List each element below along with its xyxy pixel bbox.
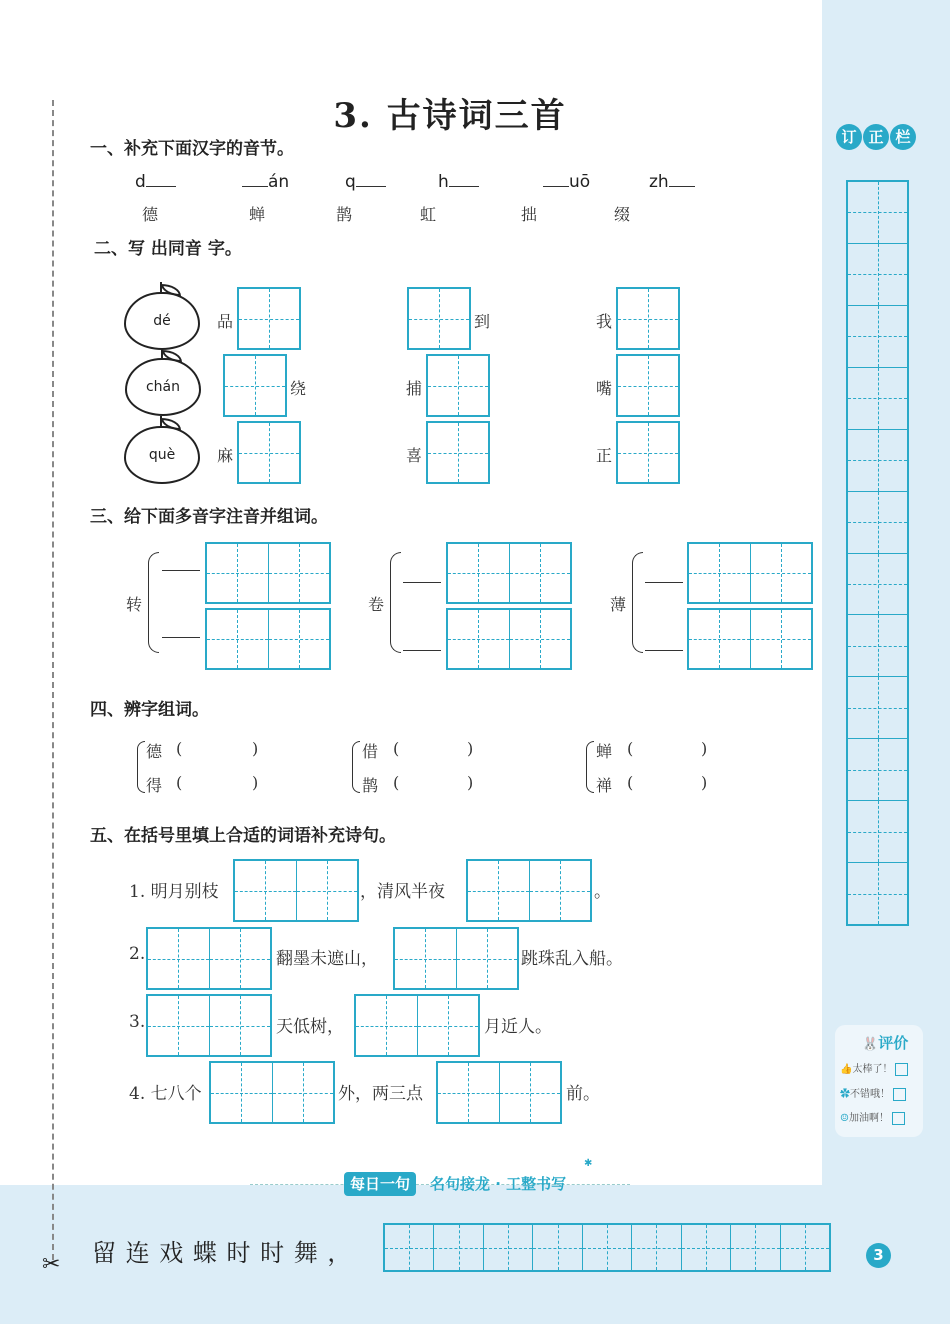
distinguish-char: 德: [146, 742, 163, 761]
apple-pinyin-chan: chán: [125, 358, 201, 416]
section-4-heading: 四、辨字组词。: [90, 700, 209, 720]
pinyin-item-6: zh: [649, 172, 695, 192]
writing-box[interactable]: [237, 287, 301, 350]
writing-box[interactable]: [223, 354, 287, 417]
paren-close: ): [467, 773, 474, 792]
answer-line[interactable]: [403, 650, 441, 651]
writing-box[interactable]: [209, 1061, 335, 1124]
daily-writing-cell[interactable]: [781, 1225, 829, 1270]
answer-line[interactable]: [403, 582, 441, 583]
eval-checkbox[interactable]: [892, 1112, 905, 1125]
paren-open: (: [627, 739, 634, 758]
poem-1-start: 1. 明月别枝: [129, 882, 219, 902]
brace: [148, 552, 159, 653]
writing-box[interactable]: [233, 859, 359, 922]
correction-cell[interactable]: [848, 430, 907, 492]
homophone-char: 品: [217, 312, 234, 331]
daily-writing-cell[interactable]: [682, 1225, 731, 1270]
page-number: 3: [866, 1243, 891, 1268]
writing-box[interactable]: [407, 287, 471, 350]
cut-line: [52, 100, 54, 1260]
writing-box[interactable]: [205, 608, 331, 670]
writing-box[interactable]: [205, 542, 331, 604]
writing-box[interactable]: [393, 927, 519, 990]
distinguish-char: 蝉: [596, 742, 613, 761]
correction-title-char: 栏: [890, 124, 916, 150]
brace: [390, 552, 401, 653]
daily-writing-cell[interactable]: [484, 1225, 533, 1270]
paren-close: ): [252, 739, 259, 758]
pinyin-char-5: 拙: [521, 205, 538, 224]
poem-2-start: 2.: [129, 944, 146, 964]
correction-cell[interactable]: [848, 492, 907, 554]
poem-3-start: 3.: [129, 1012, 146, 1032]
distinguish-char: 禅: [596, 776, 613, 795]
brace: [586, 741, 594, 793]
polyphone-char: 卷: [368, 595, 385, 614]
writing-box[interactable]: [426, 354, 490, 417]
writing-box[interactable]: [146, 994, 272, 1057]
poem-1-end: 。: [594, 882, 611, 902]
polyphone-char: 薄: [610, 595, 627, 614]
section-5-heading: 五、在括号里填上合适的词语补充诗句。: [90, 826, 396, 846]
correction-cell[interactable]: [848, 739, 907, 801]
eval-checkbox[interactable]: [893, 1088, 906, 1101]
daily-writing-cell[interactable]: [434, 1225, 483, 1270]
poem-3-middle: 天低树，: [276, 1017, 344, 1037]
daily-writing-cell[interactable]: [385, 1225, 434, 1270]
eval-title: 🐰评价: [862, 1034, 909, 1052]
polyphone-char: 转: [126, 595, 143, 614]
eval-item-cheer: ☺加油啊！: [840, 1109, 905, 1125]
correction-title: [836, 124, 920, 158]
paren-close: ): [701, 773, 708, 792]
daily-writing-cell[interactable]: [731, 1225, 780, 1270]
correction-cell[interactable]: [848, 615, 907, 677]
pinyin-item-5: uō: [543, 172, 590, 192]
daily-writing-cell[interactable]: [583, 1225, 632, 1270]
homophone-char: 正: [596, 446, 613, 465]
scissors-icon: ✂: [42, 1252, 61, 1277]
correction-title-char: 正: [863, 124, 889, 150]
paren-open: (: [393, 773, 400, 792]
writing-box[interactable]: [687, 542, 813, 604]
answer-line[interactable]: [645, 582, 683, 583]
homophone-char: 麻: [217, 446, 234, 465]
correction-cell[interactable]: [848, 801, 907, 863]
pinyin-char-4: 虹: [420, 205, 437, 224]
homophone-char: 捕: [406, 379, 423, 398]
writing-box[interactable]: [466, 859, 592, 922]
writing-box[interactable]: [354, 994, 480, 1057]
pinyin-char-6: 缀: [614, 205, 631, 224]
correction-title-char: 订: [836, 124, 862, 150]
paren-open: (: [627, 773, 634, 792]
writing-box[interactable]: [616, 287, 680, 350]
answer-line[interactable]: [162, 570, 200, 571]
brace: [352, 741, 360, 793]
writing-box[interactable]: [146, 927, 272, 990]
section-3-heading: 三、给下面多音字注音并组词。: [90, 507, 328, 527]
thumbs-up-icon: 👍: [840, 1064, 853, 1075]
correction-grid[interactable]: [846, 180, 909, 926]
correction-cell[interactable]: [848, 182, 907, 244]
poem-2-end: 跳珠乱入船。: [521, 949, 623, 969]
writing-box[interactable]: [616, 354, 680, 417]
daily-writing-cell[interactable]: [533, 1225, 582, 1270]
daily-line: 留 连 戏 蝶 时 时 舞 ，: [92, 1239, 353, 1267]
flower-icon: ✿: [840, 1089, 850, 1100]
eval-item-good: ✿不错哦！: [840, 1085, 906, 1101]
poem-3-end: 月近人。: [484, 1017, 552, 1037]
brace: [632, 552, 643, 653]
apple-pinyin-de: dé: [124, 292, 200, 350]
pinyin-item-2: án: [242, 172, 289, 192]
writing-box[interactable]: [616, 421, 680, 484]
writing-box[interactable]: [426, 421, 490, 484]
paren-close: ): [252, 773, 259, 792]
writing-box[interactable]: [446, 608, 572, 670]
pinyin-item-4: h: [438, 172, 479, 192]
daily-subtitle: 名句接龙 · 工整书写: [430, 1175, 567, 1193]
daily-writing-grid[interactable]: [383, 1223, 831, 1272]
apple-pinyin-que: què: [124, 426, 200, 484]
daily-writing-cell[interactable]: [632, 1225, 681, 1270]
smile-icon: ☺: [840, 1113, 849, 1124]
eval-checkbox[interactable]: [895, 1063, 908, 1076]
correction-cell[interactable]: [848, 677, 907, 739]
distinguish-char: 得: [146, 776, 163, 795]
writing-box[interactable]: [237, 421, 301, 484]
poem-2-middle: 翻墨未遮山，: [276, 949, 378, 969]
pinyin-char-3: 鹊: [336, 205, 353, 224]
poem-4-middle: 外，两三点: [338, 1084, 423, 1104]
homophone-char: 喜: [406, 446, 423, 465]
page-title: 3. 古诗词三首: [333, 96, 567, 136]
pinyin-item-3: q: [345, 172, 386, 192]
paren-open: (: [176, 773, 183, 792]
answer-line[interactable]: [162, 637, 200, 638]
pinyin-item-1: d: [135, 172, 176, 192]
distinguish-char: 借: [362, 742, 379, 761]
paren-open: (: [176, 739, 183, 758]
paren-close: ): [467, 739, 474, 758]
correction-cell[interactable]: [848, 863, 907, 924]
poem-4-start: 4. 七八个: [129, 1084, 202, 1104]
rabbit-icon: 🐰: [862, 1037, 879, 1052]
answer-line[interactable]: [645, 650, 683, 651]
writing-box[interactable]: [446, 542, 572, 604]
writing-box[interactable]: [687, 608, 813, 670]
correction-cell[interactable]: [848, 554, 907, 616]
homophone-char: 嘴: [596, 379, 613, 398]
eval-item-great: 👍太棒了！: [840, 1060, 908, 1076]
correction-cell[interactable]: [848, 368, 907, 430]
pinyin-char-1: 德: [142, 205, 159, 224]
homophone-char: 我: [596, 312, 613, 331]
paren-close: ): [701, 739, 708, 758]
star-icon: ✱: [584, 1158, 593, 1169]
homophone-char: 绕: [290, 379, 307, 398]
brace: [137, 741, 145, 793]
section-1-heading: 一、补充下面汉字的音节。: [90, 139, 294, 159]
poem-1-middle: ，清风半夜: [360, 882, 445, 902]
paren-open: (: [393, 739, 400, 758]
correction-cell[interactable]: [848, 244, 907, 306]
distinguish-char: 鹊: [362, 776, 379, 795]
pinyin-char-2: 蝉: [249, 205, 266, 224]
daily-label: 每日一句: [344, 1172, 416, 1196]
correction-cell[interactable]: [848, 306, 907, 368]
section-2-heading: 二、写 出同音 字。: [94, 239, 242, 259]
poem-4-end: 前。: [566, 1084, 600, 1104]
writing-box[interactable]: [436, 1061, 562, 1124]
homophone-char: 到: [474, 312, 491, 331]
